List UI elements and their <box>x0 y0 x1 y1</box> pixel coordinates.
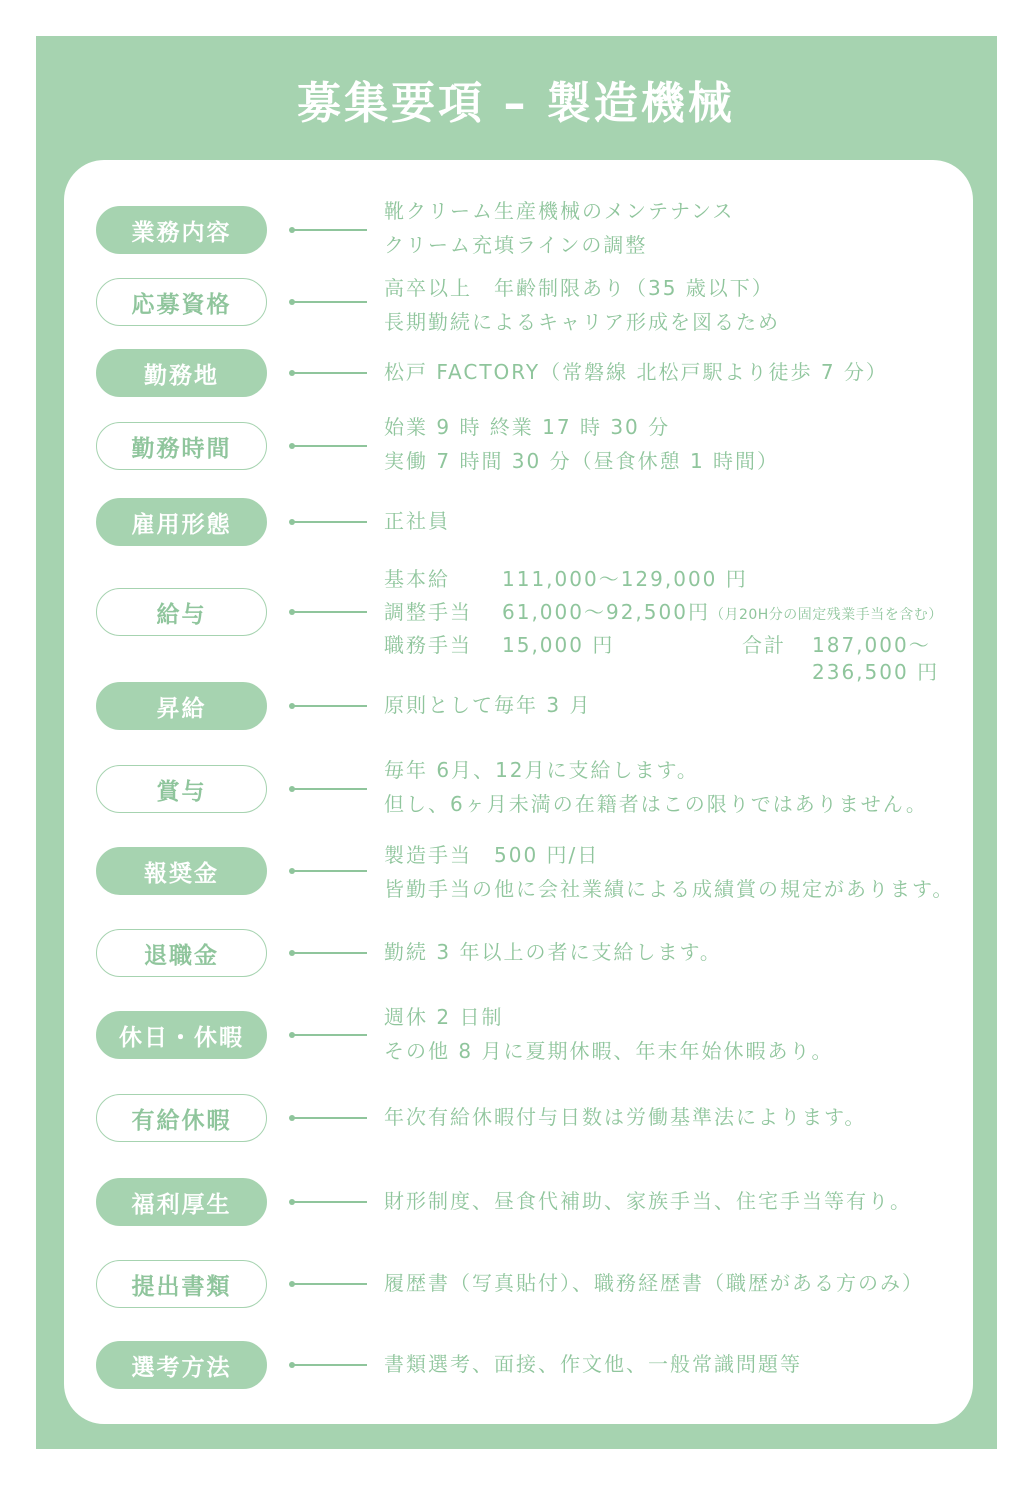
connector <box>289 521 367 523</box>
salary-total-value-cont: 236,500 円 <box>812 660 940 684</box>
desc-line: 高卒以上 年齢制限あり（35 歳以下） <box>384 276 774 300</box>
salary-adjustment-label: 調整手当 <box>384 600 472 624</box>
label-paid-leave: 有給休暇 <box>96 1094 267 1142</box>
desc-line: クリーム充填ラインの調整 <box>384 233 648 257</box>
connector <box>289 1364 367 1366</box>
desc-line: 毎年 6月、12月に支給します。 <box>384 758 699 782</box>
page-title: 募集要項 – 製造機械 <box>297 78 735 129</box>
connector <box>289 788 367 790</box>
desc-line: 書類選考、面接、作文他、一般常識問題等 <box>384 1352 802 1376</box>
desc-bonus <box>384 753 928 821</box>
desc-line: 松戸 FACTORY（常磐線 北松戸駅より徒歩 7 分） <box>384 360 888 384</box>
connector <box>289 1283 367 1285</box>
salary-duty-label: 職務手当 <box>384 633 472 657</box>
label-benefits: 福利厚生 <box>96 1178 267 1226</box>
connector <box>289 705 367 707</box>
desc-work-location <box>384 355 888 389</box>
salary-adjustment-row <box>384 597 943 630</box>
salary-base-row <box>384 564 748 594</box>
label-job-description: 業務内容 <box>96 206 267 254</box>
connector <box>289 870 367 872</box>
label-work-hours: 勤務時間 <box>96 422 267 470</box>
desc-line: 週休 2 日制 <box>384 1005 504 1029</box>
label-work-location: 勤務地 <box>96 349 267 397</box>
connector <box>289 301 367 303</box>
desc-documents <box>384 1266 924 1300</box>
connector <box>289 1034 367 1036</box>
desc-line: 靴クリーム生産機械のメンテナンス <box>384 199 735 223</box>
desc-line: 製造手当 500 円/日 <box>384 843 600 867</box>
desc-job-description <box>384 194 734 262</box>
salary-adjustment-value: 61,000～92,500円 <box>502 600 710 624</box>
desc-line: 実働 7 時間 30 分（昼食休憩 1 時間） <box>384 449 780 473</box>
salary-adjustment-note: （月20H分の固定残業手当を含む） <box>709 607 943 623</box>
salary-total-label: 合計 <box>742 633 786 657</box>
connector <box>289 611 367 613</box>
connector <box>289 445 367 447</box>
desc-employment-type <box>384 504 450 538</box>
label-raise: 昇給 <box>96 682 267 730</box>
desc-line: 履歴書（写真貼付）、職務経歴書（職歴がある方のみ） <box>384 1271 924 1295</box>
label-qualifications: 応募資格 <box>96 278 267 326</box>
label-documents: 提出書類 <box>96 1260 267 1308</box>
label-bonus: 賞与 <box>96 765 267 813</box>
desc-qualifications <box>384 271 780 339</box>
desc-holidays <box>384 1000 833 1068</box>
salary-duty-row <box>384 630 614 660</box>
desc-line: 皆勤手当の他に会社業績による成績賞の規定があります。 <box>384 877 955 901</box>
connector <box>289 1117 367 1119</box>
desc-line: 原則として毎年 3 月 <box>384 693 592 717</box>
desc-line: その他 8 月に夏期休暇、年末年始休暇あり。 <box>384 1039 834 1063</box>
desc-line: 始業 9 時 終業 17 時 30 分 <box>384 415 671 439</box>
desc-incentive <box>384 838 954 906</box>
desc-line: 正社員 <box>384 509 450 533</box>
label-incentive: 報奨金 <box>96 847 267 895</box>
label-holidays: 休日・休暇 <box>96 1011 267 1059</box>
label-salary: 給与 <box>96 588 267 636</box>
desc-work-hours <box>384 410 779 478</box>
desc-selection <box>384 1347 802 1381</box>
desc-line: 但し、6ヶ月未満の在籍者はこの限りではありません。 <box>384 792 928 816</box>
connector <box>289 372 367 374</box>
desc-benefits <box>384 1184 912 1218</box>
label-selection: 選考方法 <box>96 1341 267 1389</box>
label-employment-type: 雇用形態 <box>96 498 267 546</box>
label-retirement: 退職金 <box>96 929 267 977</box>
desc-raise <box>384 688 591 722</box>
connector <box>289 1201 367 1203</box>
desc-retirement <box>384 935 722 969</box>
desc-paid-leave <box>384 1100 866 1134</box>
salary-total-value: 187,000～ <box>812 633 931 657</box>
connector <box>289 229 367 231</box>
desc-line: 長期勤続によるキャリア形成を図るため <box>384 310 780 334</box>
salary-base-label: 基本給 <box>384 567 450 591</box>
salary-duty-value: 15,000 円 <box>502 633 615 657</box>
desc-line: 年次有給休暇付与日数は労働基準法によります。 <box>384 1105 867 1129</box>
salary-base-value: 111,000～129,000 円 <box>502 567 748 591</box>
desc-line: 財形制度、昼食代補助、家族手当、住宅手当等有り。 <box>384 1189 912 1213</box>
connector <box>289 952 367 954</box>
desc-line: 勤続 3 年以上の者に支給します。 <box>384 940 722 964</box>
